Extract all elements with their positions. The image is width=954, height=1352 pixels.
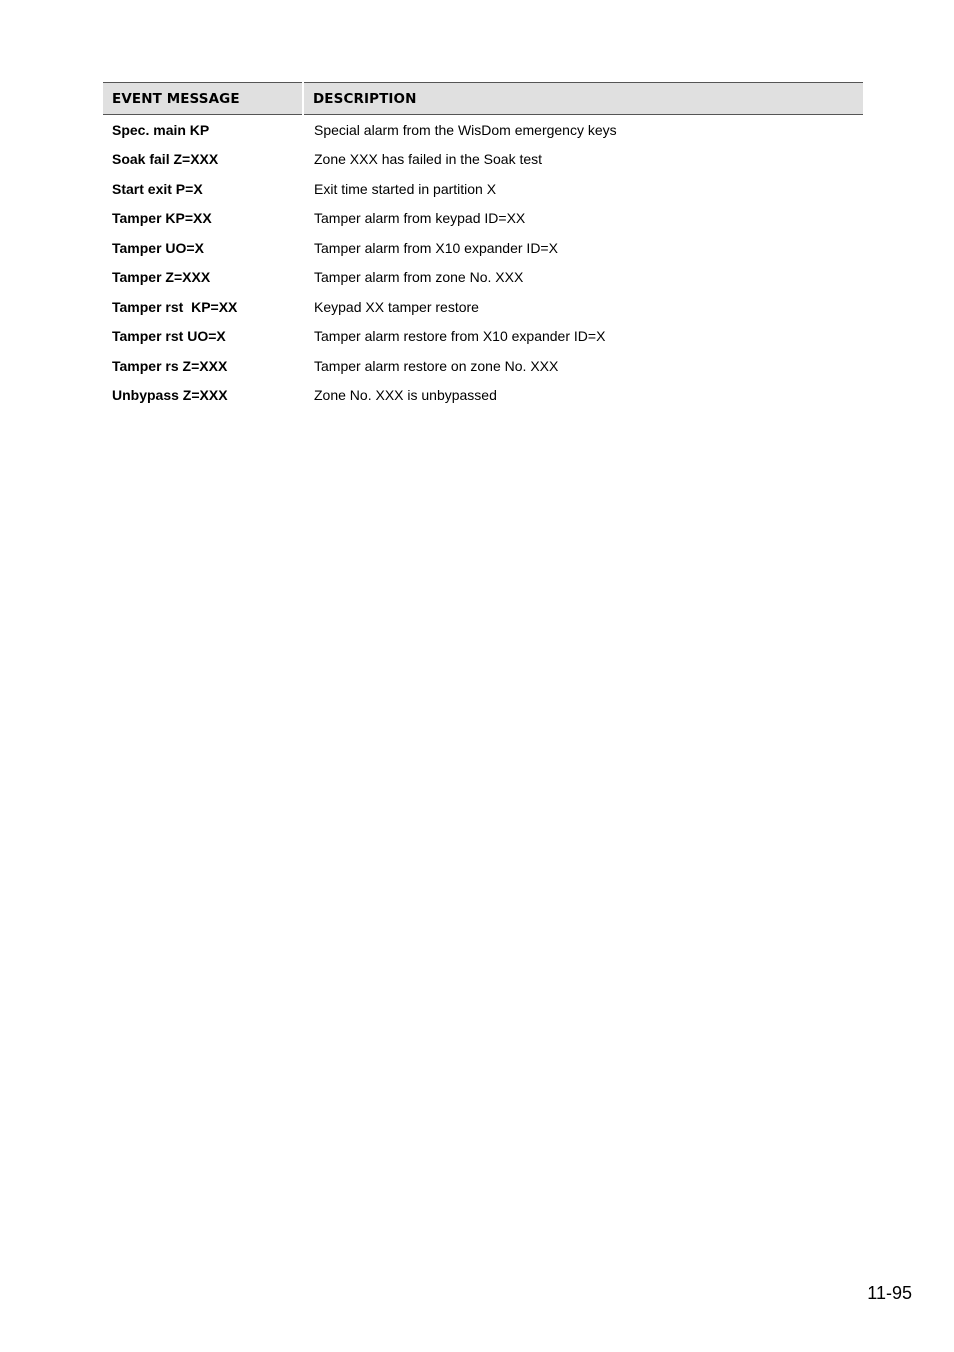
event-description: Keypad XX tamper restore — [314, 298, 479, 315]
event-description: Tamper alarm from keypad ID=XX — [314, 210, 526, 227]
event-description: Tamper alarm from X10 expander ID=X — [314, 239, 558, 256]
table-row — [103, 351, 867, 381]
table-row — [103, 233, 867, 263]
event-description: Tamper alarm from zone No. XXX — [314, 269, 524, 286]
event-code: Unbypass Z=XXX — [112, 387, 228, 404]
event-code: Tamper rst KP=XX — [112, 298, 238, 315]
table-row — [103, 204, 867, 234]
event-description: Tamper alarm restore from X10 expander ID=X — [314, 328, 606, 345]
table-row — [103, 292, 867, 322]
table-row — [103, 322, 867, 352]
event-code: Tamper rs Z=XXX — [112, 357, 228, 374]
event-description: Exit time started in partition X — [314, 180, 497, 197]
table-row — [103, 145, 867, 175]
table-row — [103, 115, 867, 145]
table-row — [103, 174, 867, 204]
event-description: Tamper alarm restore on zone No. XXX — [314, 357, 559, 374]
event-code: Tamper KP=XX — [112, 210, 212, 227]
event-code: Soak fail Z=XXX — [112, 151, 219, 168]
page-number: 11-95 — [867, 1283, 912, 1303]
event-code: Spec. main KP — [112, 121, 210, 138]
event-code: Start exit P=X — [112, 180, 203, 197]
event-code: Tamper Z=XXX — [112, 269, 211, 286]
event-description: Special alarm from the WisDom emergency keys — [314, 121, 617, 138]
event-message-table — [103, 82, 871, 410]
table-row — [103, 381, 867, 411]
header-event-message: EVENT MESSAGE — [103, 83, 303, 115]
event-code: Tamper rst UO=X — [112, 328, 226, 345]
event-description: Zone No. XXX is unbypassed — [314, 387, 497, 404]
table-header-row — [103, 83, 867, 115]
header-description: DESCRIPTION — [303, 83, 867, 115]
event-description: Zone XXX has failed in the Soak test — [314, 151, 543, 168]
table-row — [103, 263, 867, 293]
event-code: Tamper UO=X — [112, 239, 204, 256]
